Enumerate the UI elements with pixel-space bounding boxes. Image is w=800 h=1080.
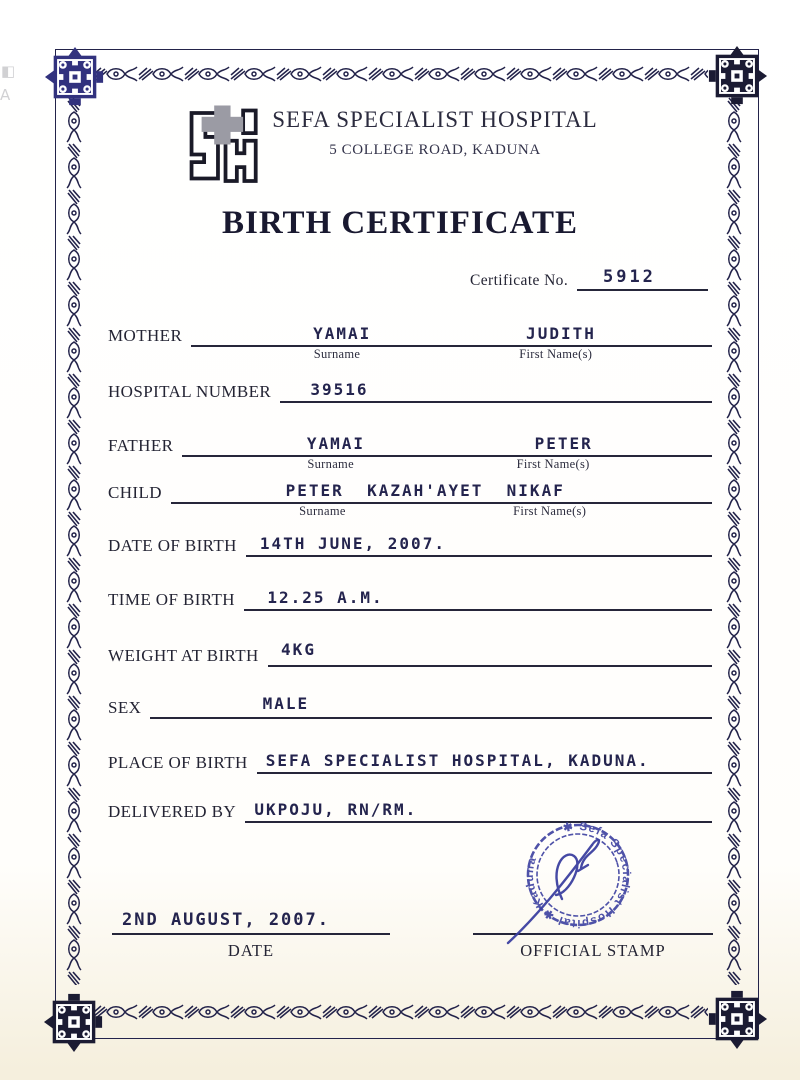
father-label: FATHER — [108, 436, 174, 455]
place-of-birth-line — [257, 746, 712, 774]
date-signature-block — [112, 903, 390, 961]
father-firstname-value: PETER — [534, 434, 593, 453]
firstnames-sublabel: First Name(s) — [513, 504, 587, 518]
field-row-child — [108, 476, 712, 518]
mother-surname-value: YAMAI — [313, 324, 372, 343]
official-stamp-seal — [498, 813, 650, 951]
date-line — [112, 903, 390, 935]
father-line — [182, 429, 712, 471]
field-row-hospital-number — [108, 375, 712, 403]
certificate-number-label: Certificate No. — [470, 272, 569, 289]
sex-label: SEX — [108, 698, 142, 717]
corner-ornament-bottom-left — [43, 991, 105, 1053]
child-line — [171, 476, 712, 518]
scan-artifact: ◧ — [1, 62, 16, 80]
field-row-place-of-birth — [108, 746, 712, 774]
mother-firstname-value: JUDITH — [526, 324, 596, 343]
mother-line — [191, 319, 712, 361]
certificate-number-line — [577, 263, 708, 291]
delivered-by-label: DELIVERED BY — [108, 802, 237, 821]
date-of-birth-label: DATE OF BIRTH — [108, 536, 237, 555]
hospital-logo-icon — [184, 102, 262, 192]
weight-at-birth-line — [268, 639, 712, 667]
corner-ornament-top-right — [706, 45, 768, 107]
date-of-birth-value: 14TH JUNE, 2007. — [259, 534, 446, 553]
field-row-weight-at-birth — [108, 639, 712, 667]
corner-ornament-bottom-right — [706, 988, 768, 1050]
border-vine-top — [92, 66, 708, 82]
corner-ornament-top-left — [44, 46, 106, 108]
footer-date-value: 2ND AUGUST, 2007. — [122, 910, 330, 930]
firstnames-sublabel: First Name(s) — [516, 457, 590, 471]
svg-text:✱ Sefa Specialist Hospital ✱ K — [510, 813, 646, 943]
hospital-number-line — [280, 375, 712, 403]
place-of-birth-label: PLACE OF BIRTH — [108, 753, 248, 772]
scan-artifact: A — [0, 86, 11, 104]
hospital-number-label: HOSPITAL NUMBER — [108, 382, 272, 401]
child-name-value: PETER KAZAH'AYET NIKAF — [285, 481, 565, 500]
weight-at-birth-label: WEIGHT AT BIRTH — [108, 646, 259, 665]
hospital-number-value: 39516 — [310, 380, 369, 399]
place-of-birth-value: SEFA SPECIALIST HOSPITAL, KADUNA. — [265, 751, 650, 770]
child-label: CHILD — [108, 483, 162, 502]
hospital-name: SEFA SPECIALIST HOSPITAL — [272, 107, 598, 132]
field-row-time-of-birth — [108, 583, 712, 611]
border-vine-right — [726, 97, 742, 985]
sex-value: MALE — [262, 694, 310, 713]
field-row-date-of-birth — [108, 529, 712, 557]
border-vine-bottom — [92, 1004, 708, 1020]
delivered-by-value: UKPOJU, RN/RM. — [254, 800, 418, 819]
surname-sublabel: Surname — [299, 504, 346, 518]
footer-date-label: DATE — [227, 941, 275, 960]
weight-at-birth-value: 4KG — [281, 640, 316, 659]
certificate-number-row — [470, 263, 708, 291]
official-stamp-label: OFFICIAL STAMP — [520, 941, 666, 960]
document-title: BIRTH CERTIFICATE — [221, 205, 579, 241]
hospital-address: 5 COLLEGE ROAD, KADUNA — [329, 142, 541, 158]
field-row-father — [108, 429, 712, 471]
certificate-number-value: 5912 — [602, 267, 656, 287]
firstnames-sublabel: First Name(s) — [519, 347, 593, 361]
time-of-birth-value: 12.25 A.M. — [267, 588, 384, 607]
field-row-sex — [108, 691, 712, 719]
surname-sublabel: Surname — [307, 457, 354, 471]
surname-sublabel: Surname — [313, 347, 361, 361]
father-surname-value: YAMAI — [306, 434, 366, 453]
time-of-birth-label: TIME OF BIRTH — [108, 590, 235, 609]
time-of-birth-line — [244, 583, 712, 611]
field-row-mother — [108, 319, 712, 361]
sex-line — [150, 691, 712, 719]
border-vine-left — [66, 97, 82, 985]
date-of-birth-line — [246, 529, 712, 557]
stamp-text: ✱ Sefa Specialist Hospital ✱ Kaduna — [523, 820, 633, 930]
mother-label: MOTHER — [108, 326, 183, 345]
